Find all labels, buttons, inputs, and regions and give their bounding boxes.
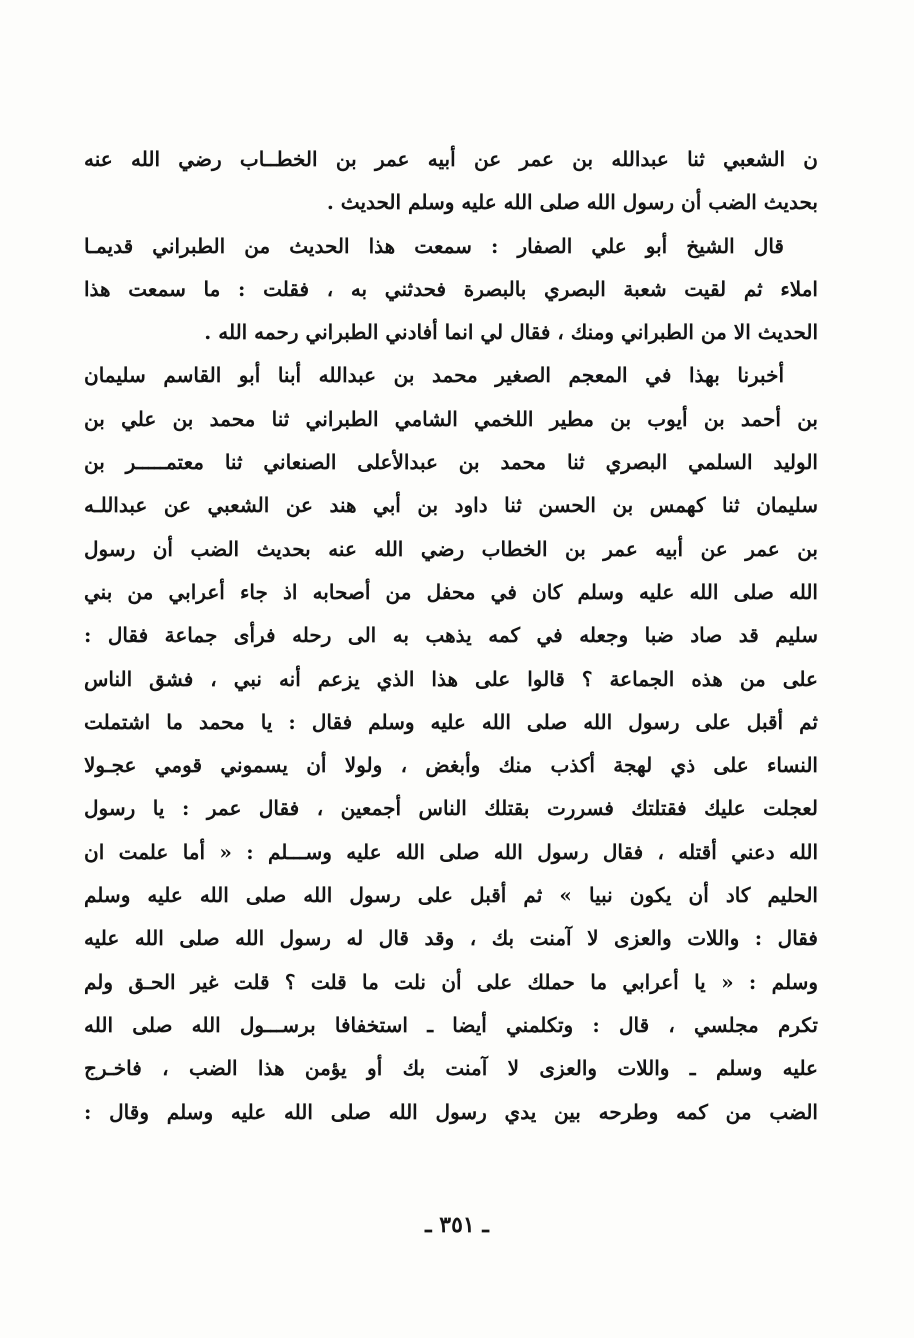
text-line-1: ن الشعبي ثنا عبدالله بن عمر عن أبيه عمر بن الخطــاب رضي الله عنه: [84, 147, 818, 171]
text-line-17: الله دعني أقتله ، فقال رسول الله صلى الله عليه وســـلم : « أما علمت ان: [84, 839, 818, 864]
text-line-7: بن أحمد بن أيوب بن مطير اللخمي الشامي الطبراني ثنا محمد بن علي بن: [84, 406, 818, 431]
text-line-23: الضب من كمه وطرحه بين يدي رسول الله صلى الله عليه وسلم وقال :: [84, 1099, 818, 1124]
text-line-20: وسلم : « يا أعرابي ما حملك على أن نلت ما قلت ؟ قلت غير الحـق ولم: [84, 969, 818, 994]
text-line-14: ثم أقبل على رسول الله صلى الله عليه وسلم فقال : يا محمد ما اشتملت: [84, 709, 818, 734]
text-line-8: الوليد السلمي البصري ثنا محمد بن عبدالأعلى الصنعاني ثنا معتمـــــر بن: [84, 450, 818, 475]
text-line-22: عليه وسلم ـ واللات والعزى لا آمنت بك أو يؤمن هذا الضب ، فاخـرج: [84, 1056, 818, 1081]
body-text: [84, 138, 818, 1134]
text-line-9: سليمان ثنا كهمس بن الحسن ثنا داود بن أبي هند عن الشعبي عن عبداللـه: [84, 493, 818, 518]
page-number: ـ ٣٥١ ـ: [425, 1212, 489, 1238]
text-line-19: فقال : واللات والعزى لا آمنت بك ، وقد قال له رسول الله صلى الله عليه: [84, 926, 818, 951]
text-line-13: على من هذه الجماعة ؟ قالوا على هذا الذي يزعم أنه نبي ، فشق الناس: [84, 666, 818, 691]
text-line-5: الحديث الا من الطبراني ومنك ، فقال لي انما أفادني الطبراني رحمه الله .: [204, 320, 818, 345]
text-line-18: الحليم كاد أن يكون نبيا » ثم أقبل على رسول الله صلى الله عليه وسلم: [84, 883, 818, 908]
text-line-2: بحديث الضب أن رسول الله صلى الله عليه وسلم الحديث .: [326, 190, 818, 215]
text-line-21: تكرم مجلسي ، قال : وتكلمني أيضا ـ استخفافا برســـول الله صلى الله: [84, 1012, 818, 1037]
text-line-11: الله صلى الله عليه وسلم كان في محفل من أصحابه اذ جاء أعرابي من بني: [84, 579, 818, 604]
text-line-15: النساء على ذي لهجة أكذب منك وأبغض ، ولولا أن يسموني قومي عجـولا: [84, 753, 818, 778]
text-line-12: سليم قد صاد ضبا وجعله في كمه يذهب به الى رحله فرأى جماعة فقال :: [84, 623, 818, 648]
text-line-3: قال الشيخ أبو علي الصفار : سمعت هذا الحديث من الطبراني قديمـا: [84, 233, 784, 258]
text-line-6: أخبرنا بهذا في المعجم الصغير محمد بن عبدالله أبنا أبو القاسم سليمان: [84, 363, 784, 388]
text-line-16: لعجلت عليك فقتلتك فسررت بقتلك الناس أجمعين ، فقال عمر : يا رسول: [84, 796, 818, 821]
text-line-10: بن عمر عن أبيه عمر بن الخطاب رضي الله عنه بحديث الضب أن رسول: [84, 536, 818, 561]
text-line-4: املاء ثم لقيت شعبة البصري بالبصرة فحدثني به ، فقلت : ما سمعت هذا: [84, 276, 818, 301]
